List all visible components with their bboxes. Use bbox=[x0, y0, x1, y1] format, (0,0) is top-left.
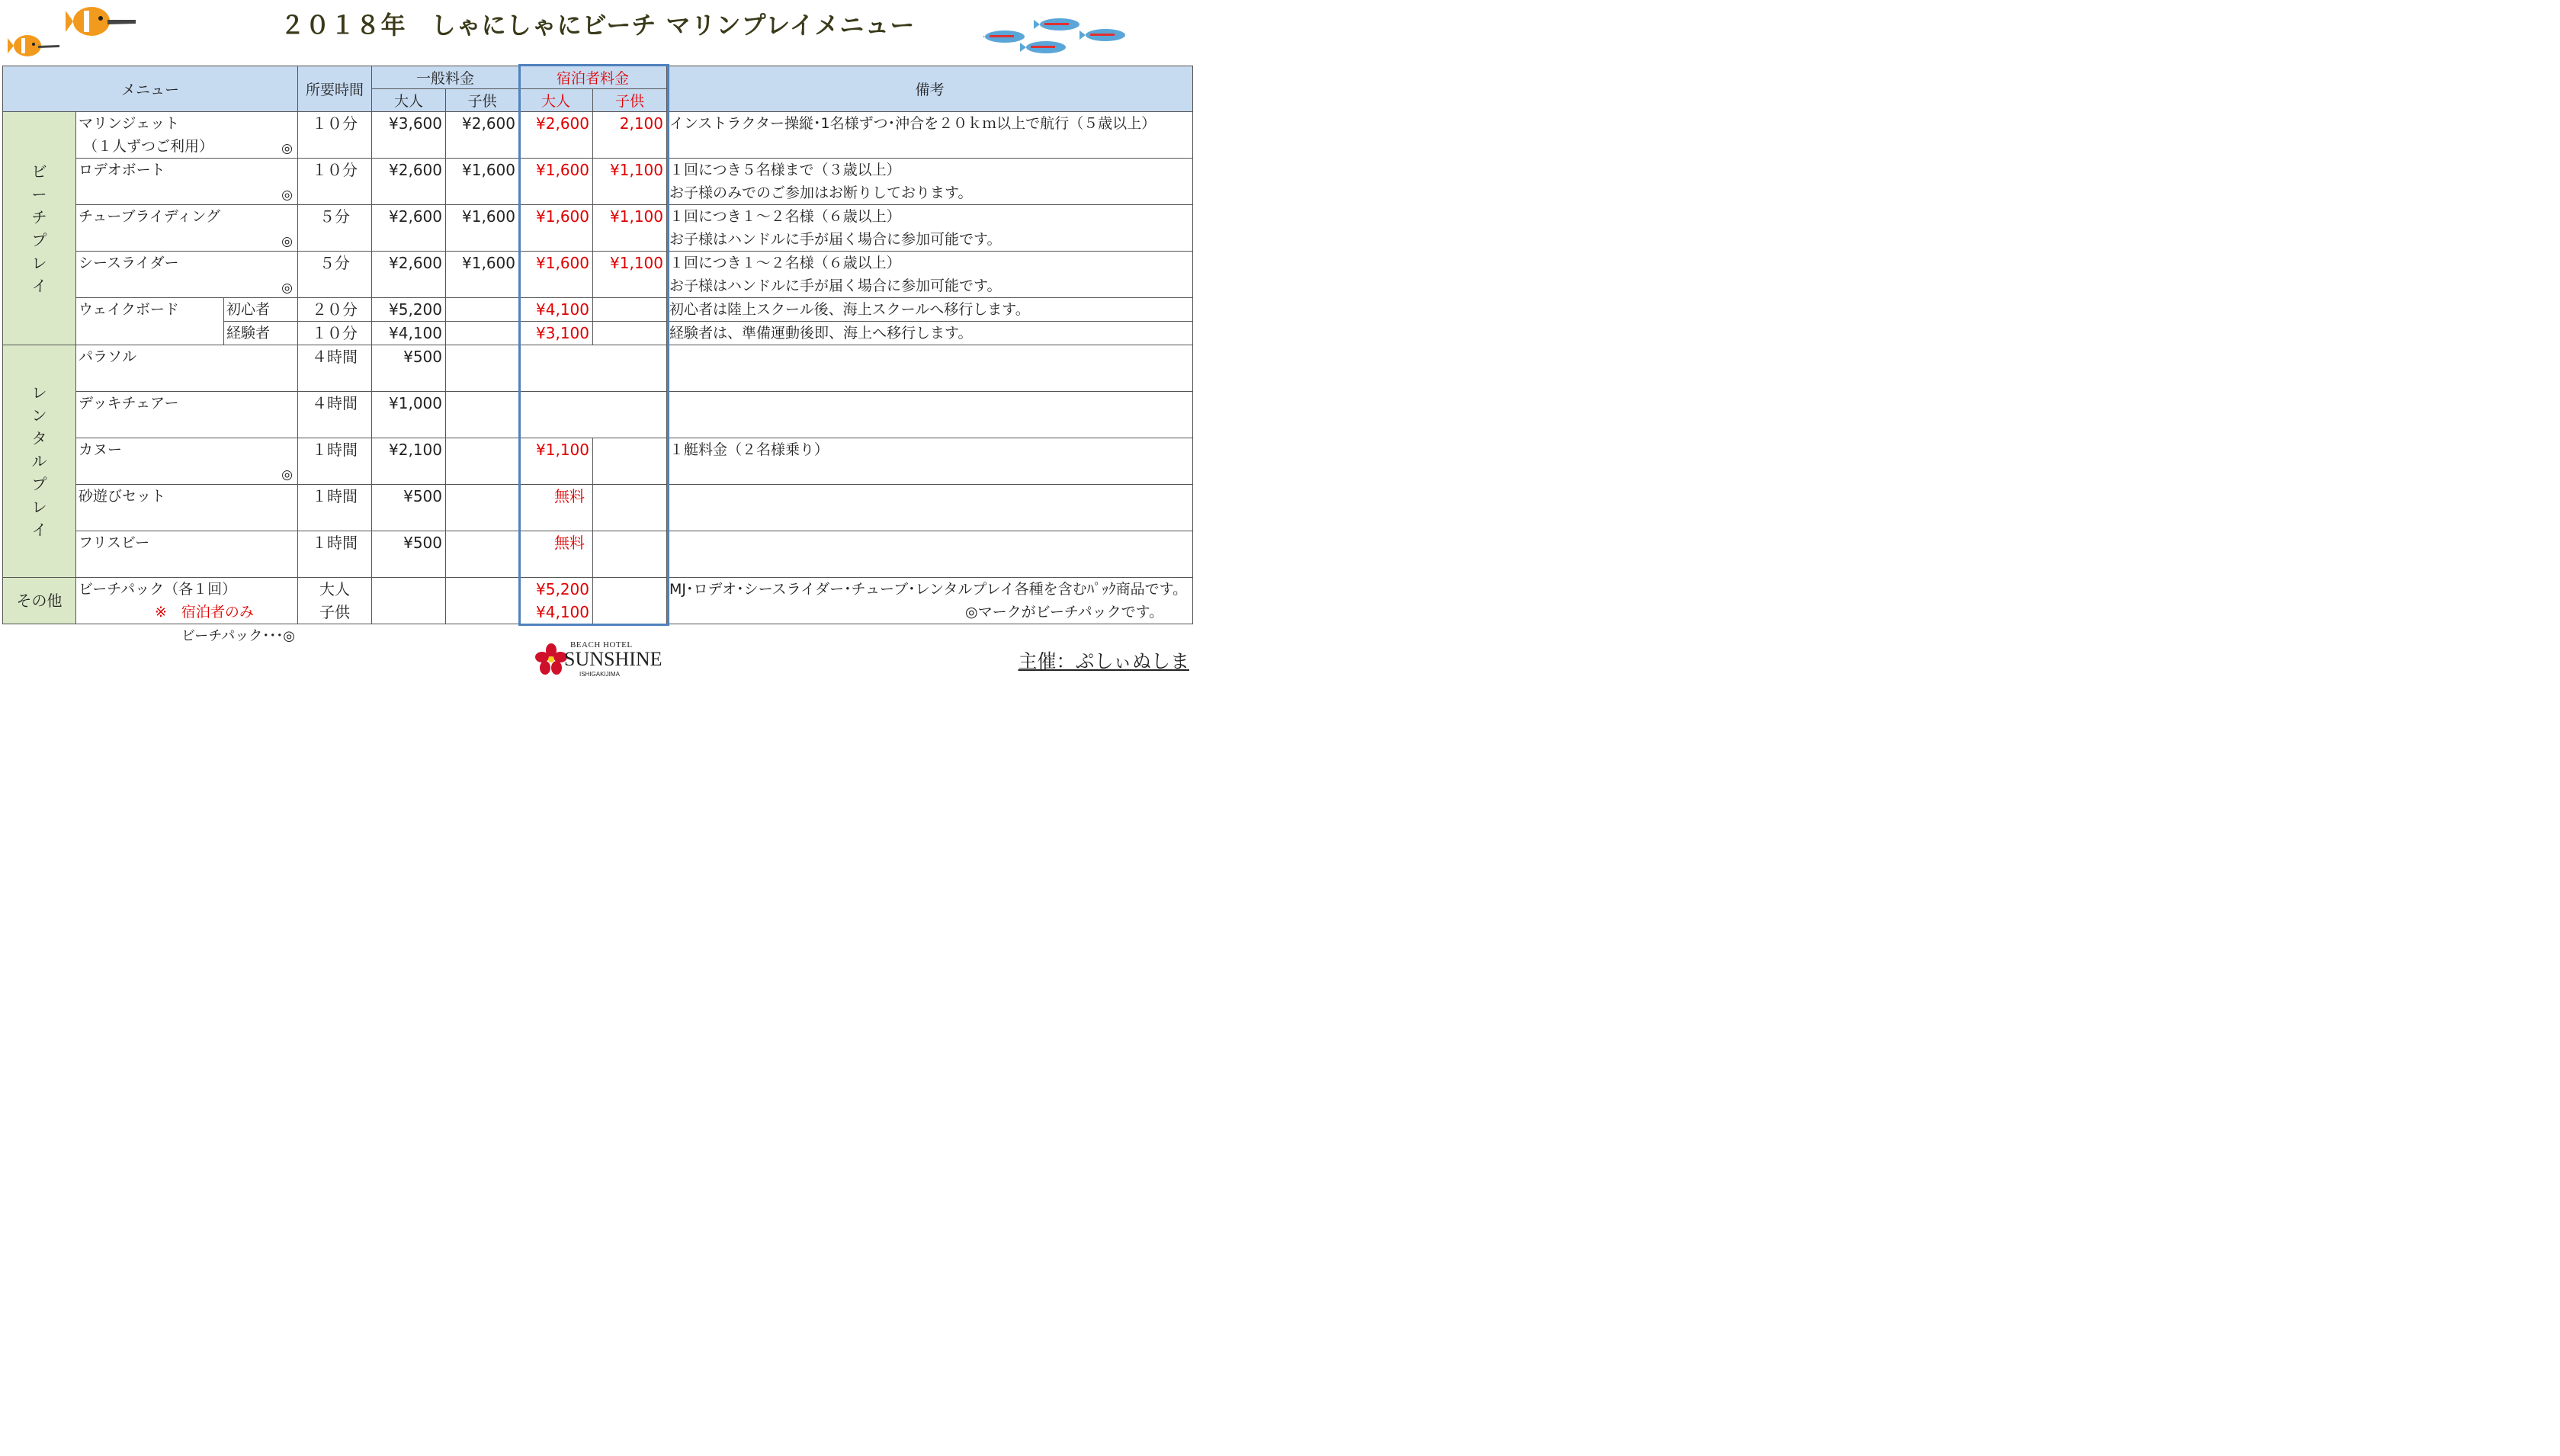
level-label: 初心者 bbox=[224, 298, 298, 322]
guest-adult-price: ¥4,100 bbox=[519, 298, 593, 322]
guest-price bbox=[519, 345, 667, 392]
hibiscus-icon bbox=[535, 643, 567, 675]
table-row bbox=[3, 392, 1193, 438]
guest-child-price: ¥1,100 bbox=[593, 252, 667, 298]
general-adult-price: ¥2,600 bbox=[372, 205, 446, 252]
group-beach-play: ビ ー チ プ レ イ bbox=[3, 112, 76, 345]
page-title: ２０１８年 しゃにしゃにビーチ マリンプレイメニュー bbox=[280, 11, 916, 40]
guest-child-price bbox=[593, 485, 667, 531]
duration: ４時間 bbox=[298, 392, 372, 438]
guest-pack-price: ¥5,200 ¥4,100 bbox=[519, 578, 593, 624]
hotel-logo: BEACH HOTEL SUNSHINE ISHIGAKIJIMA bbox=[534, 639, 648, 678]
duration: １時間 bbox=[298, 485, 372, 531]
duration: ５分 bbox=[298, 252, 372, 298]
header-duration: 所要時間 bbox=[298, 66, 372, 112]
menu-name: ビーチパック（各１回） ※ 宿泊者のみ bbox=[76, 578, 298, 624]
note bbox=[667, 392, 1193, 438]
group-other: その他 bbox=[3, 578, 76, 624]
guest-adult-price: ¥1,100 bbox=[519, 438, 593, 485]
guest-price bbox=[519, 392, 667, 438]
neon-tetra-school-icon bbox=[983, 14, 1136, 61]
general-adult-price: ¥500 bbox=[372, 485, 446, 531]
duration: １０分 bbox=[298, 112, 372, 159]
general-child-price bbox=[446, 531, 519, 578]
butterflyfish-icon bbox=[66, 3, 139, 40]
pack-type: 大人 子供 bbox=[298, 578, 372, 624]
header-guest-adult: 大人 bbox=[519, 89, 593, 112]
table-row bbox=[3, 298, 1193, 322]
menu-name: パラソル bbox=[76, 345, 298, 392]
general-child-price: ¥1,600 bbox=[446, 159, 519, 205]
group-rental-play: レ ン タ ル プ レ イ bbox=[3, 345, 76, 578]
guest-child-price bbox=[593, 578, 667, 624]
price-table bbox=[2, 66, 1193, 624]
guest-adult-price: ¥1,600 bbox=[519, 252, 593, 298]
table-row bbox=[3, 252, 1193, 298]
guest-adult-price: ¥1,600 bbox=[519, 205, 593, 252]
header-general-child: 子供 bbox=[446, 89, 519, 112]
general-child-price bbox=[446, 578, 519, 624]
table-row bbox=[3, 531, 1193, 578]
duration: １時間 bbox=[298, 531, 372, 578]
guest-adult-price: ¥2,600 bbox=[519, 112, 593, 159]
menu-name: フリスビー bbox=[76, 531, 298, 578]
header-guest-price: 宿泊者料金 bbox=[519, 66, 667, 89]
guest-child-price bbox=[593, 298, 667, 322]
general-adult-price: ¥3,600 bbox=[372, 112, 446, 159]
menu-name: ロデオボート ◎ bbox=[76, 159, 298, 205]
general-adult-price: ¥500 bbox=[372, 531, 446, 578]
note: １回につき５名様まで（３歳以上） お子様のみでのご参加はお断りしております。 bbox=[667, 159, 1193, 205]
general-adult-price: ¥2,600 bbox=[372, 252, 446, 298]
table-row bbox=[3, 578, 1193, 624]
guest-child-price bbox=[593, 322, 667, 345]
general-child-price: ¥1,600 bbox=[446, 205, 519, 252]
beach-pack-legend: ビーチパック･･･◎ bbox=[181, 628, 295, 644]
header-general-price: 一般料金 bbox=[372, 66, 519, 89]
note bbox=[667, 485, 1193, 531]
note: １回につき１～２名様（６歳以上） お子様はハンドルに手が届く場合に参加可能です。 bbox=[667, 205, 1193, 252]
guest-only-note: ※ 宿泊者のみ bbox=[155, 604, 254, 621]
organizer: 主催：ぷしぃぬしま bbox=[1018, 650, 1189, 672]
guest-child-price: ¥1,100 bbox=[593, 205, 667, 252]
duration: ４時間 bbox=[298, 345, 372, 392]
header-menu: メニュー bbox=[3, 66, 298, 112]
general-child-price bbox=[446, 298, 519, 322]
general-adult-price: ¥500 bbox=[372, 345, 446, 392]
header-guest-child: 子供 bbox=[593, 89, 667, 112]
guest-adult-price: ¥3,100 bbox=[519, 322, 593, 345]
general-adult-price: ¥2,600 bbox=[372, 159, 446, 205]
general-child-price bbox=[446, 392, 519, 438]
beach-pack-mark: ◎ bbox=[281, 141, 293, 156]
menu-name: マリンジェット （１人ずつご利用） ◎ bbox=[76, 112, 298, 159]
guest-adult-price: ¥1,600 bbox=[519, 159, 593, 205]
general-child-price bbox=[446, 322, 519, 345]
beach-pack-mark: ◎ bbox=[281, 188, 293, 203]
header-notes: 備考 bbox=[667, 66, 1193, 112]
general-child-price bbox=[446, 438, 519, 485]
menu-name: デッキチェアー bbox=[76, 392, 298, 438]
beach-pack-mark: ◎ bbox=[281, 234, 293, 249]
note: MJ･ロデオ･シースライダー･チューブ･レンタルプレイ各種を含むﾊﾟｯｸ商品です。 ◎マークがビーチパックです。 bbox=[667, 578, 1193, 624]
duration: １０分 bbox=[298, 159, 372, 205]
general-adult-price: ¥5,200 bbox=[372, 298, 446, 322]
note: １艇料金（２名様乗り） bbox=[667, 438, 1193, 485]
general-child-price bbox=[446, 345, 519, 392]
general-child-price: ¥1,600 bbox=[446, 252, 519, 298]
duration: ５分 bbox=[298, 205, 372, 252]
table-row bbox=[3, 159, 1193, 205]
menu-name: チューブライディング ◎ bbox=[76, 205, 298, 252]
beach-pack-mark: ◎ bbox=[281, 467, 293, 483]
table-row bbox=[3, 438, 1193, 485]
general-adult-price bbox=[372, 578, 446, 624]
note: 経験者は、準備運動後即、海上へ移行します。 bbox=[667, 322, 1193, 345]
guest-child-price bbox=[593, 531, 667, 578]
table-row bbox=[3, 345, 1193, 392]
general-adult-price: ¥1,000 bbox=[372, 392, 446, 438]
menu-name: ウェイクボード bbox=[76, 298, 224, 345]
table-row bbox=[3, 205, 1193, 252]
duration: ２０分 bbox=[298, 298, 372, 322]
guest-adult-price: 無料 bbox=[519, 531, 593, 578]
header-general-adult: 大人 bbox=[372, 89, 446, 112]
note: 初心者は陸上スクール後、海上スクールへ移行します。 bbox=[667, 298, 1193, 322]
duration: １０分 bbox=[298, 322, 372, 345]
guest-adult-price: 無料 bbox=[519, 485, 593, 531]
table-row bbox=[3, 112, 1193, 159]
note: １回につき１～２名様（６歳以上） お子様はハンドルに手が届く場合に参加可能です。 bbox=[667, 252, 1193, 298]
general-child-price bbox=[446, 485, 519, 531]
table-row bbox=[3, 485, 1193, 531]
guest-child-price: 2,100 bbox=[593, 112, 667, 159]
butterflyfish-icon bbox=[8, 32, 61, 59]
menu-name: 砂遊びセット bbox=[76, 485, 298, 531]
general-adult-price: ¥2,100 bbox=[372, 438, 446, 485]
guest-child-price bbox=[593, 438, 667, 485]
guest-child-price: ¥1,100 bbox=[593, 159, 667, 205]
general-adult-price: ¥4,100 bbox=[372, 322, 446, 345]
menu-name: カヌー ◎ bbox=[76, 438, 298, 485]
level-label: 経験者 bbox=[224, 322, 298, 345]
menu-name: シースライダー ◎ bbox=[76, 252, 298, 298]
note: インストラクター操縦･1名様ずつ･沖合を２０ｋｍ以上で航行（５歳以上） bbox=[667, 112, 1193, 159]
beach-pack-mark: ◎ bbox=[281, 281, 293, 296]
note bbox=[667, 345, 1193, 392]
note bbox=[667, 531, 1193, 578]
duration: １時間 bbox=[298, 438, 372, 485]
general-child-price: ¥2,600 bbox=[446, 112, 519, 159]
